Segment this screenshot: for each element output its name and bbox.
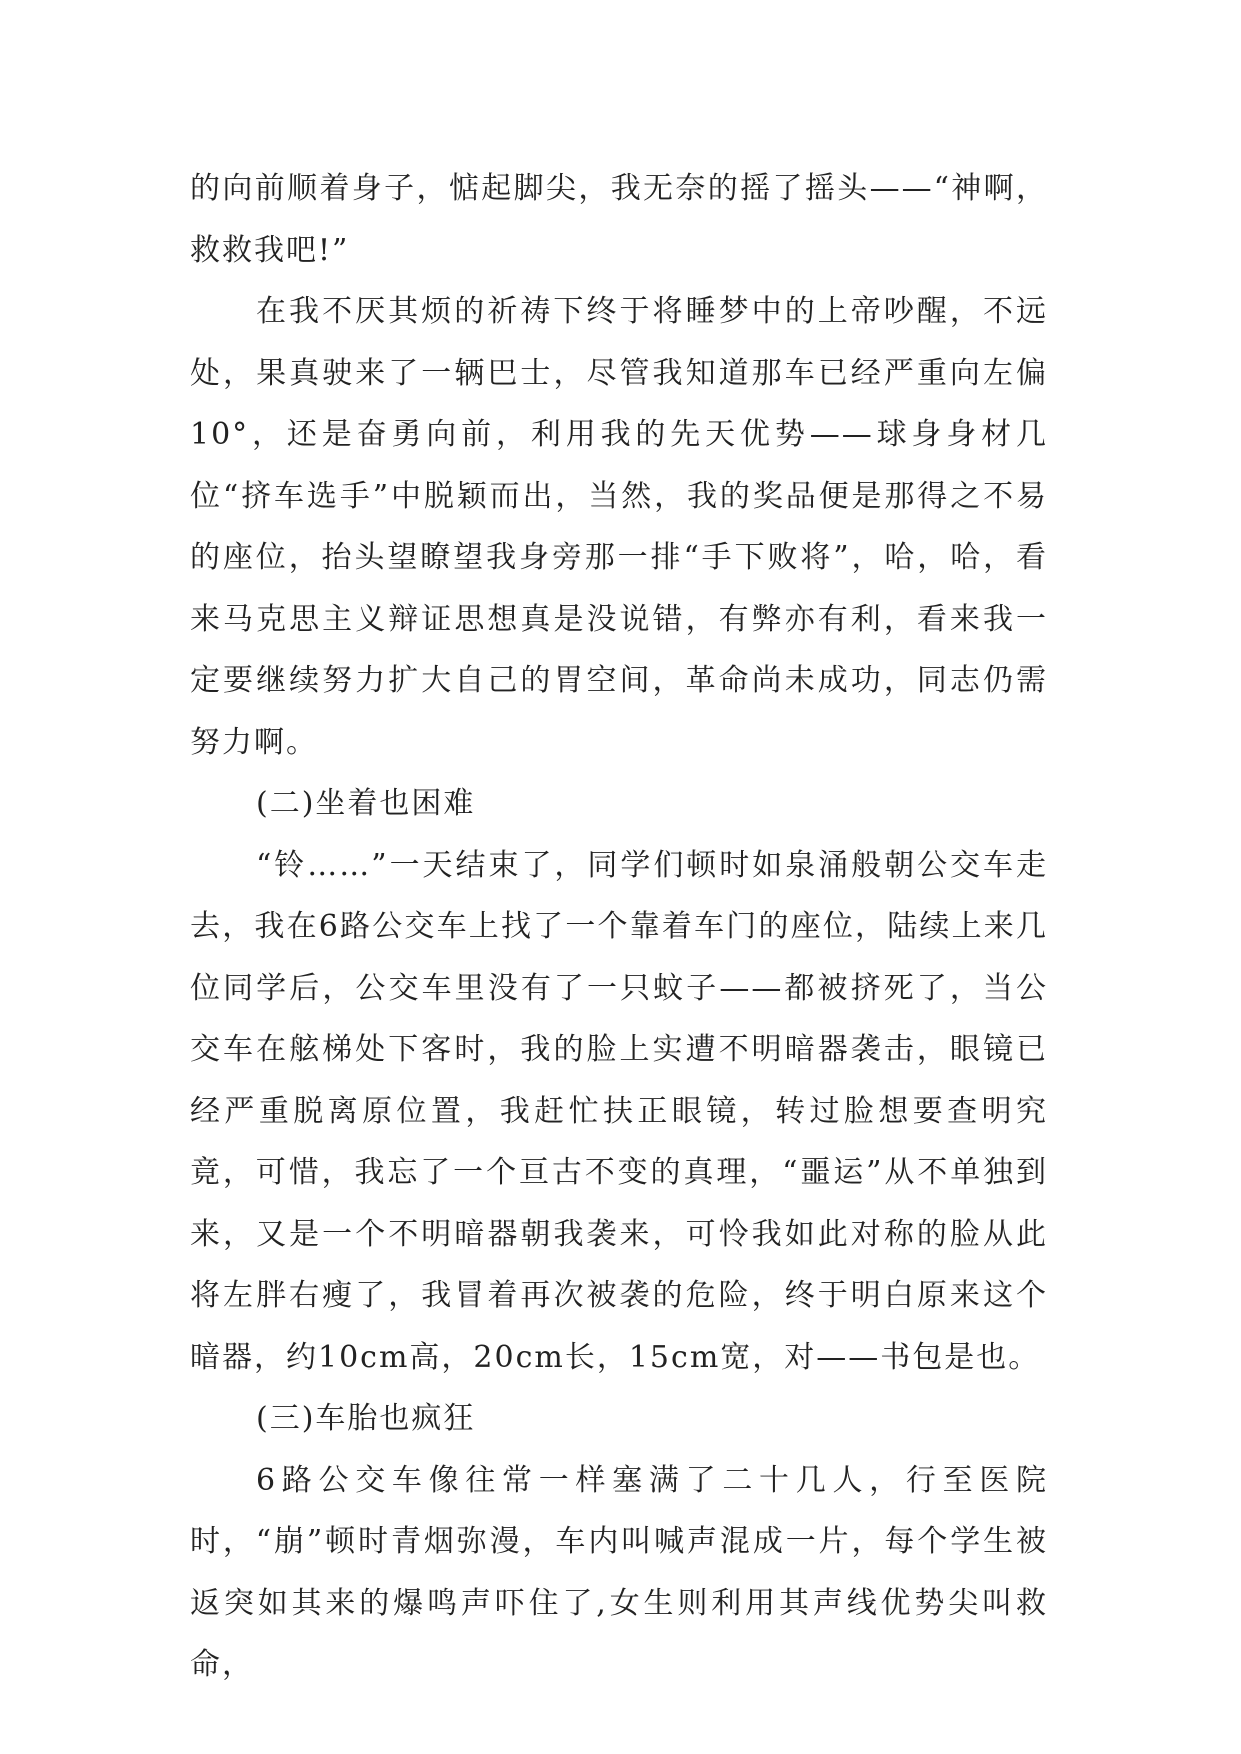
document-body	[190, 158, 1048, 1696]
section-heading-2: (二)坐着也困难	[256, 786, 476, 821]
paragraph-bus-arrival: 在我不厌其烦的祈祷下终于将睡梦中的上帝吵醒，不远处，果真驶来了一辆巴士，尽管我知道那车已经严重向左偏10°，还是奋勇向前，利用我的先天优势——球身身材几位“挤车选手”中脱颖而出，当然，我的奖品便是那得之不易的座位，抬头望瞭望我身旁那一排“手下败将”，哈，哈，看来马克思主义辩证思想真是没说错，有弊亦有利，看来我一定要继续努力扩大自己的胃空间，革命尚未成功，同志仍需努力啊。	[190, 294, 1048, 760]
paragraph-tire: 6路公交车像往常一样塞满了二十几人，行至医院时，“崩”顿时青烟弥漫，车内叫喊声混成一片，每个学生被返突如其来的爆鸣声吓住了,女生则利用其声线优势尖叫救命，	[190, 1462, 1048, 1682]
paragraph-seated: “铃……”一天结束了，同学们顿时如泉涌般朝公交车走去，我在6路公交车上找了一个靠着车门的座位，陆续上来几位同学后，公交车里没有了一只蚊子——都被挤死了，当公交车在舷梯处下客时，我的脸上实遭不明暗器袭击，眼镜已经严重脱离原位置，我赶忙扶正眼镜，转过脸想要查明究竟，可惜，我忘了一个亘古不变的真理，“噩运”从不单独到来，又是一个不明暗器朝我袭来，可怜我如此对称的脸从此将左胖右瘦了，我冒着再次被袭的危险，终于明白原来这个暗器，约10cm高，20cm长，15cm宽，对——书包是也。	[190, 847, 1048, 1375]
paragraph-continuation: 的向前顺着身子，惦起脚尖，我无奈的摇了摇头——“神啊，救救我吧!”	[190, 171, 1048, 268]
section-heading-3: (三)车胎也疯狂	[256, 1401, 476, 1436]
